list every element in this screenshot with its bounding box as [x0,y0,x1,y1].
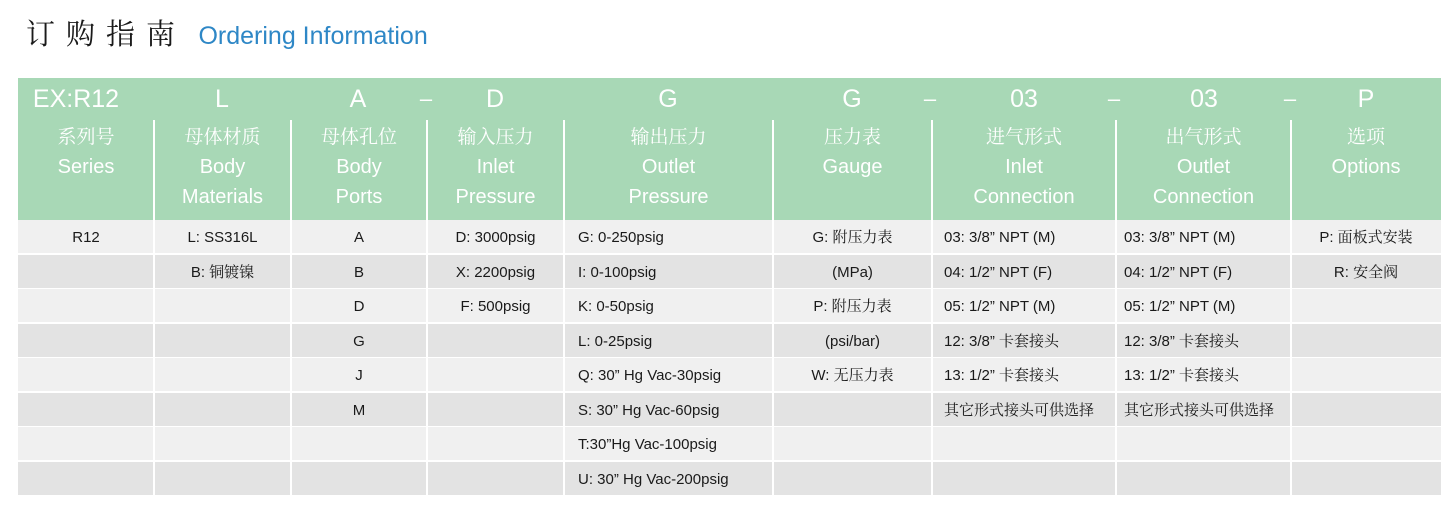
code-9: P [1357,85,1375,113]
header-en: Outlet [641,156,696,178]
table-cell: B: 铜镀镍 [190,263,255,281]
table-cell: P: 附压力表 [813,298,892,315]
table-cell: K: 0-50psig [578,298,654,315]
header-en2: Connection [973,186,1075,208]
code-8: 03 [1190,85,1218,113]
header-zh: 输出压力 [630,126,707,148]
table-cell: 03: 3/8” NPT (M) [944,229,1056,246]
code-1: EX:R12 [32,85,120,113]
table-cell: A [353,229,364,246]
code-4: D [485,85,505,113]
header-series [18,122,154,220]
header-en: Outlet [1176,156,1231,178]
table-cell: W: 无压力表 [811,367,894,384]
table-cell: 其它形式接头可供选择 [1124,401,1275,419]
table-cell: I: 0-100psig [578,263,657,281]
header-zh: 系列号 [57,126,115,148]
table-cell: T:30”Hg Vac-100psig [578,436,717,453]
header-zh: 母体孔位 [320,126,397,148]
code-7: 03 [1010,85,1038,113]
table-cell: G: 附压力表 [812,229,893,246]
table-cell: (psi/bar) [824,332,880,350]
table-cell: Q: 30” Hg Vac-30psig [578,367,722,384]
table-cell: X: 2200psig [455,263,536,281]
header-en: Inlet [476,156,515,178]
table-cell: 13: 1/2” 卡套接头 [944,367,1060,384]
header-en2: Pressure [455,186,536,208]
header-outlet [1116,122,1291,220]
table-cell: 05: 1/2” NPT (M) [1124,298,1236,315]
header-zh: 压力表 [823,126,881,148]
table-cell: (MPa) [832,263,873,281]
header-inlet [932,122,1116,220]
table-cell: 03: 3/8” NPT (M) [1124,229,1236,246]
table-cell: D: 3000psig [455,229,536,246]
table-cell: L: SS316L [187,229,258,246]
code-dash: – [419,86,433,111]
header-options [1291,122,1441,220]
table-cell: 04: 1/2” NPT (F) [1124,263,1233,281]
header-zh: 选项 [1346,126,1385,148]
header-zh: 输入压力 [457,126,534,148]
header-en: Inlet [1005,156,1043,178]
header-en: Options [1331,156,1401,178]
table-cell: G [353,332,365,350]
table-cell: B [353,263,364,281]
header-zh: 母体材质 [184,126,261,148]
header-en: Body [199,156,246,178]
table-cell: R: 安全阀 [1333,263,1399,281]
table-cell: G: 0-250psig [578,229,664,246]
header-zh: 出气形式 [1165,126,1242,148]
code-dash: – [1107,86,1121,111]
header-body [154,122,291,220]
table-cell: P: 面板式安装 [1319,229,1413,246]
table-cell: U: 30” Hg Vac-200psig [578,470,729,488]
table-cell: F: 500psig [460,298,531,315]
code-dash: – [1283,86,1297,111]
table-cell: 12: 3/8” 卡套接头 [944,332,1060,350]
header-en2: Pressure [628,186,709,208]
table-cell: 其它形式接头可供选择 [944,401,1095,419]
header-body [291,122,427,220]
table-cell: 12: 3/8” 卡套接头 [1124,332,1240,350]
header-en: Body [336,156,382,178]
table-cell: L: 0-25psig [578,332,653,350]
page-title [26,12,428,52]
table-cell: J [355,367,363,384]
table-cell: 04: 1/2” NPT (F) [944,263,1053,281]
title-zh: 订购指南 [26,17,187,51]
table-cell: 05: 1/2” NPT (M) [944,298,1056,315]
header-en2: Connection [1152,186,1255,208]
table-cell: R12 [72,229,100,246]
table-cell: 13: 1/2” 卡套接头 [1124,367,1240,384]
title-en: Ordering Information [198,22,428,50]
header-en2: Materials [181,186,264,208]
code-3: A [349,85,367,113]
code-6: G [842,85,862,113]
code-2: L [215,85,229,113]
table-cell: S: 30” Hg Vac-60psig [578,401,720,419]
header-zh: 进气形式 [985,126,1062,148]
header-gauge [773,122,932,220]
header-outlet [564,122,773,220]
header-inlet [427,122,564,220]
table-cell: M [352,401,366,419]
header-en2: Ports [335,186,383,208]
code-dash: – [923,86,937,111]
column-divider [153,120,155,496]
header-en: Series [57,156,115,178]
header-en: Gauge [822,156,883,178]
table-cell: D [353,298,365,315]
code-5: G [658,85,678,113]
